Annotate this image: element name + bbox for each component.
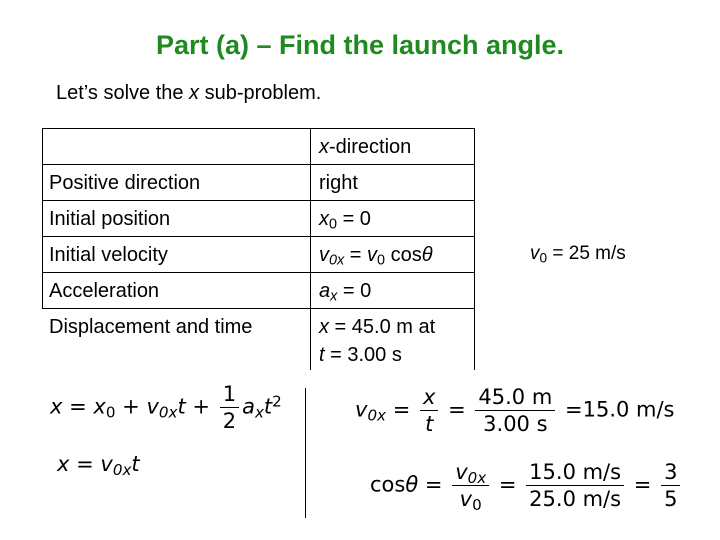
simplified-position-equation: $x = v_{0x}t$ <box>57 452 140 479</box>
row-label-initial-velocity: Initial velocity <box>49 244 168 266</box>
table-border-right <box>474 128 475 370</box>
subtitle-var: x <box>189 82 200 104</box>
row-value-displacement: x = 45.0 m at <box>319 316 436 338</box>
table-rule <box>42 236 475 237</box>
row-label-initial-position: Initial position <box>49 208 171 230</box>
equation-divider <box>305 388 306 518</box>
row-label-positive-direction: Positive direction <box>49 172 201 194</box>
one-half-fraction: $\frac{1}{2}$ <box>220 382 239 433</box>
horizontal-velocity-equation: $v_{0x}$ = $\frac{x}{t}$ = $\frac{45.0 m}{3.00 s}$ =15.0 m/s <box>355 385 675 436</box>
table-column-divider <box>310 128 311 370</box>
initial-speed-note: $v_0 = 25$ m/s <box>530 243 626 266</box>
table-border-top <box>42 128 475 129</box>
table-header-x-direction: x-direction <box>319 136 412 158</box>
row-value-positive-direction: right <box>319 172 358 194</box>
table-border-left <box>42 128 43 308</box>
table-rule <box>42 272 475 273</box>
subtitle-before: Let’s solve the <box>56 82 190 104</box>
table-rule <box>42 164 475 165</box>
subtitle-after: sub-problem. <box>199 82 322 104</box>
table-rule <box>42 200 475 201</box>
row-value-acceleration: $a_x = 0$ <box>319 280 372 305</box>
cosine-angle-equation: cosθ = $\frac{v_{0x}}{v_0}$ = $\frac{15.0 m/s}{25.0 m/s}$ = $\frac{3}{5}$ <box>370 460 683 511</box>
row-value-initial-velocity: $v_{0x} = v_0$ cosθ <box>319 244 433 269</box>
page-title: Part (a) – Find the launch angle. <box>155 30 565 60</box>
row-label-acceleration: Acceleration <box>49 280 160 302</box>
row-value-time: t = 3.00 s <box>319 344 402 366</box>
row-value-initial-position: $x_0 = 0$ <box>319 208 371 233</box>
subtitle <box>56 82 321 105</box>
kinematics-position-equation: $x = x_0 + v_{0x}t$ + $\frac{1}{2}$ $a_xt^2$ <box>50 382 282 433</box>
table-rule <box>42 308 475 309</box>
x-subproblem-table <box>42 128 475 370</box>
row-label-displacement-time: Displacement and time <box>49 316 253 338</box>
